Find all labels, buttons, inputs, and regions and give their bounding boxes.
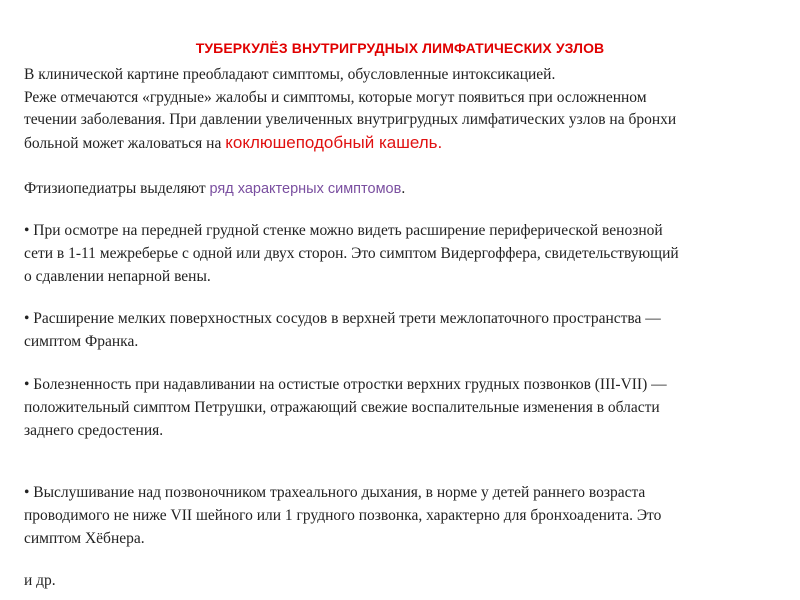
intro-line-4 (24, 133, 442, 153)
bullet-2-line-1: • Расширение мелких поверхностных сосудов в верхней трети межлопаточного пространства — (24, 310, 661, 327)
phthisio-prefix: Фтизиопедиатры выделяют (24, 180, 210, 197)
bullet-4-line-2: проводимого не ниже VII шейного или 1 грудного позвонка, характерно для бронхоаденита. Это (24, 507, 662, 524)
bullet-3-line-2: положительный симптом Петрушки, отражающий свежие воспалительные изменения в области (24, 399, 660, 416)
intro-line-2: Реже отмечаются «грудные» жалобы и симптомы, которые могут появиться при осложненном (24, 89, 647, 106)
bullet-1-line-2: сети в 1-11 межреберье с одной или двух сторон. Это симптом Видергоффера, свидетельствующий (24, 245, 679, 262)
bullet-3-line-3: заднего средостения. (24, 422, 164, 439)
bullet-4-line-1: • Выслушивание над позвоночником трахеального дыхания, в норме у детей раннего возраста (24, 484, 646, 501)
intro-line-3: течении заболевания. При давлении увеличенных внутригрудных лимфатических узлов на бронхи (24, 111, 677, 128)
slide-title: ТУБЕРКУЛЁЗ ВНУТРИГРУДНЫХ ЛИМФАТИЧЕСКИХ УЗЛОВ (195, 40, 605, 56)
bullet-1-line-3: о сдавлении непарной вены. (24, 268, 211, 285)
phthisio-line (24, 180, 405, 198)
ending-text: и др. (24, 572, 56, 589)
whooping-cough-highlight: коклюшеподобный кашель. (225, 133, 443, 152)
bullet-4-line-3: симптом Хёбнера. (24, 530, 145, 547)
bullet-1-line-1: • При осмотре на передней грудной стенке можно видеть расширение периферической венозной (24, 222, 663, 239)
intro-line-1: В клинической картине преобладают симптомы, обусловленные интоксикацией. (24, 66, 556, 83)
bullet-2-line-2: симптом Франка. (24, 333, 139, 350)
phthisio-suffix: . (401, 180, 406, 197)
bullet-3-line-1: • Болезненность при надавливании на остистые отростки верхних грудных позвонков (III-VII) — (24, 376, 667, 393)
intro-line-4-text: больной может жаловаться на (24, 135, 226, 152)
symptoms-highlight: ряд характерных симптомов (209, 181, 402, 197)
